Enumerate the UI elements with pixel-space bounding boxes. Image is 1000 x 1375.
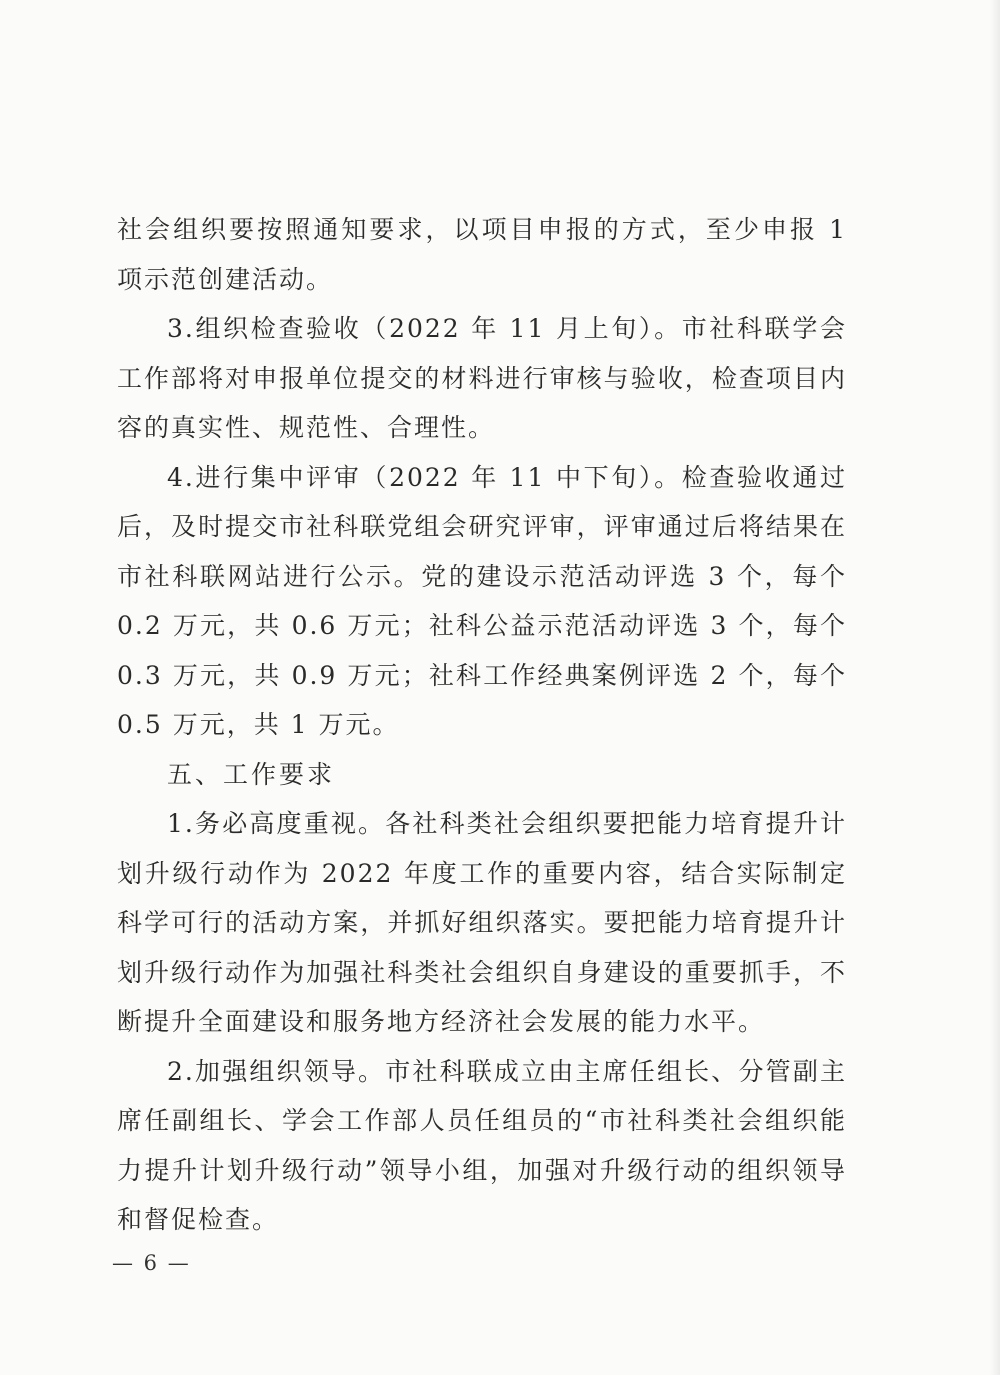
body-text [117, 205, 847, 1245]
page-number: — 6 — [112, 1251, 191, 1275]
paragraph-review: 4.进行集中评审（2022 年 11 中下旬）。检查验收通过后，及时提交市社科联党组会研究评审，评审通过后将结果在市社科联网站进行公示。党的建设示范活动评选 3 个，每个 0.2 万元，共 0.6 万元；社科公益示范活动评选 3 个，每个 0.3 万元，共 0.9 万元；社科工作经典案例评选 2 个，每个 0.5 万元，共 1 万元。 [117, 462, 847, 739]
paragraph-attention: 1.务必高度重视。各社科类社会组织要把能力培育提升计划升级行动作为 2022 年度工作的重要内容，结合实际制定科学可行的活动方案，并抓好组织落实。要把能力培育提升计划升级行动作为加强社科类社会组织自身建设的重要抓手，不断提升全面建设和服务地方经济社会发展的能力水平。 [117, 809, 847, 1036]
paragraph-inspection: 3.组织检查验收（2022 年 11 月上旬）。市社科联学会工作部将对申报单位提交的材料进行审核与验收，检查项目内容的真实性、规范性、合理性。 [117, 314, 847, 442]
section-heading-work-requirements: 五、工作要求 [167, 759, 336, 789]
paragraph-leadership: 2.加强组织领导。市社科联成立由主席任组长、分管副主席任副组长、学会工作部人员任组员的“市社科类社会组织能力提升计划升级行动”领导小组，加强对升级行动的组织领导和督促检查。 [117, 1056, 847, 1234]
paragraph-continuation: 社会组织要按照通知要求，以项目申报的方式，至少申报 1 项示范创建活动。 [117, 215, 847, 294]
page-edge-shadow [990, 0, 1000, 1375]
